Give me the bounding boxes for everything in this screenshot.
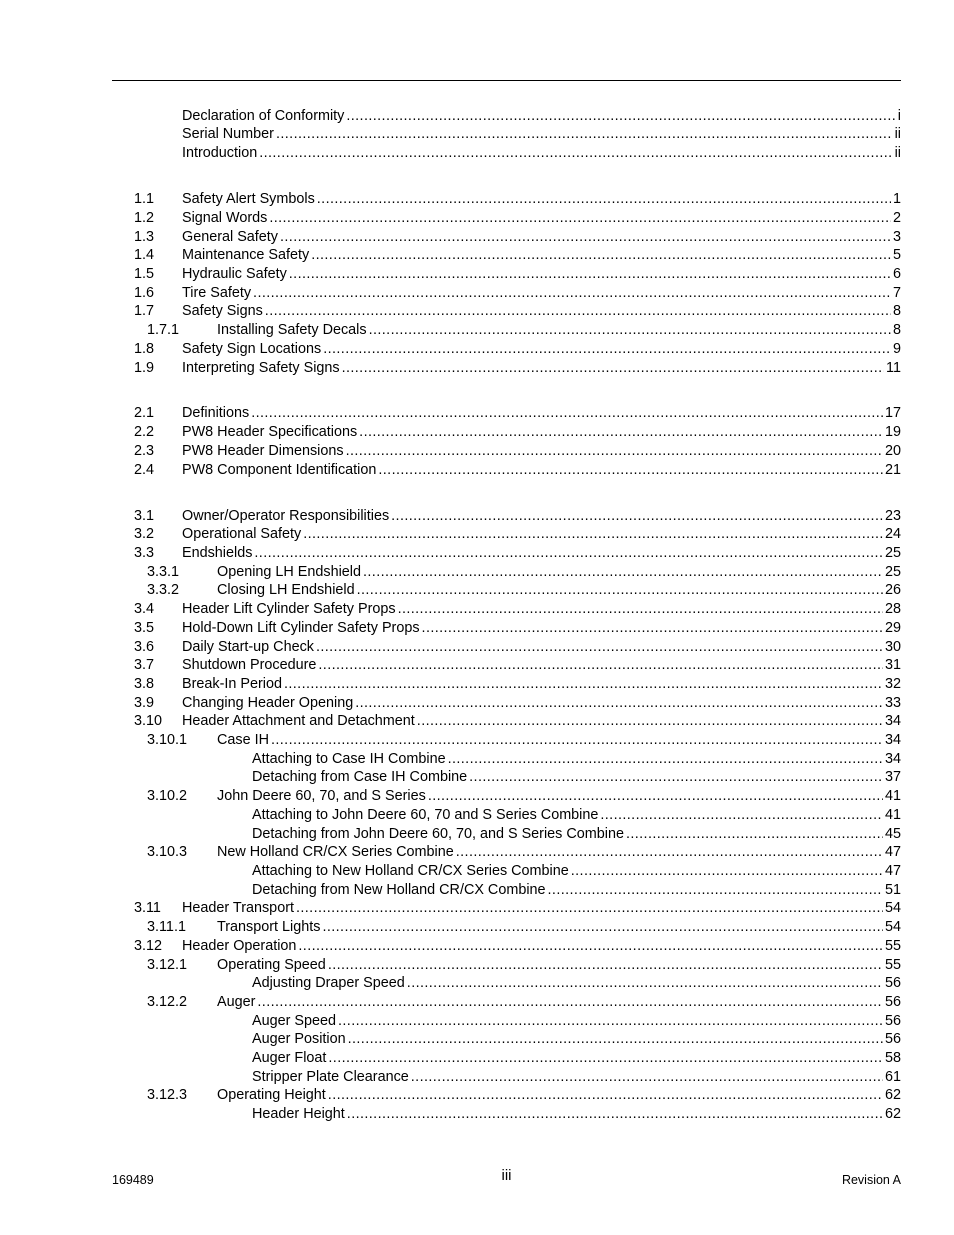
toc-entry-title: PW8 Header Specifications (182, 424, 358, 440)
toc-entry-title: Operating Height (217, 1087, 326, 1103)
toc-entry-title: Hold-Down Lift Cylinder Safety Props (182, 620, 420, 636)
toc-entry-number: 3.7 (134, 657, 155, 673)
toc-entry-number: 3.3 (134, 545, 155, 561)
toc-entry-line (217, 956, 901, 975)
toc-entry-page: ii (894, 145, 901, 161)
toc-entry-title: Definitions (182, 405, 250, 421)
toc-entry[interactable] (0, 731, 954, 750)
toc-entry-page: 56 (884, 994, 901, 1010)
toc-entry-title: Introduction (182, 145, 258, 161)
toc-entry[interactable] (0, 1068, 954, 1087)
toc-entry-title: PW8 Component Identification (182, 462, 377, 478)
toc-entry-title: Shutdown Procedure (182, 657, 317, 673)
toc-entry-line (252, 768, 901, 787)
toc-entry-line (182, 125, 901, 144)
toc-entry-page: i (897, 108, 901, 124)
toc-entry[interactable] (0, 675, 954, 694)
toc-entry-page: 30 (884, 639, 901, 655)
toc-entry[interactable] (0, 899, 954, 918)
toc-entry-page: 29 (884, 620, 901, 636)
toc-entry-title: Attaching to Case IH Combine (252, 751, 446, 767)
toc-entry-line (252, 862, 901, 881)
dot-leader (359, 423, 883, 442)
toc-entry-line (252, 1030, 901, 1049)
toc-entry[interactable] (0, 750, 954, 769)
toc-entry-line (182, 404, 901, 423)
toc-entry[interactable] (0, 404, 954, 423)
toc-entry-title: Safety Signs (182, 303, 263, 319)
toc-entry-page: 3 (892, 229, 901, 245)
toc-entry[interactable] (0, 442, 954, 461)
dot-leader (346, 107, 895, 126)
toc-entry-title: Transport Lights (217, 919, 321, 935)
toc-entry-line (182, 712, 901, 731)
toc-entry-title: Safety Sign Locations (182, 341, 322, 357)
page-footer (112, 1168, 901, 1188)
toc-entry-line (182, 619, 901, 638)
toc-entry-number: 3.10 (134, 713, 163, 729)
toc-entry[interactable] (0, 638, 954, 657)
toc-entry-number: 2.3 (134, 443, 155, 459)
toc-entry[interactable] (0, 423, 954, 442)
toc-entry[interactable] (0, 918, 954, 937)
toc-entry-line (182, 340, 901, 359)
toc-entry-page: 62 (884, 1087, 901, 1103)
toc-entry[interactable] (0, 1049, 954, 1068)
toc-entry-line (182, 600, 901, 619)
toc-entry-page: 54 (884, 900, 901, 916)
toc-entry-page: 62 (884, 1106, 901, 1122)
toc-entry-line (217, 563, 901, 582)
toc-entry-number: 1.8 (134, 341, 155, 357)
toc-entry[interactable] (0, 600, 954, 619)
toc-entry-page: 58 (884, 1050, 901, 1066)
dot-leader (428, 787, 883, 806)
toc-entry-page: ii (894, 126, 901, 142)
toc-entry-number: 2.4 (134, 462, 155, 478)
dot-leader (417, 712, 883, 731)
toc-entry[interactable] (0, 340, 954, 359)
toc-entry-page: 7 (892, 285, 901, 301)
toc-entry-page: 2 (892, 210, 901, 226)
toc-entry-page: 47 (884, 863, 901, 879)
dot-leader (318, 656, 883, 675)
toc-entry-title: Declaration of Conformity (182, 108, 345, 124)
toc-entry[interactable] (0, 461, 954, 480)
toc-entry-title: Header Height (252, 1106, 345, 1122)
dot-leader (254, 544, 883, 563)
toc-entry-page: 6 (892, 266, 901, 282)
toc-entry-line (182, 246, 901, 265)
toc-entry-number: 3.1 (134, 508, 155, 524)
dot-leader (280, 228, 891, 247)
toc-entry[interactable] (0, 1105, 954, 1124)
toc-entry[interactable] (0, 1030, 954, 1049)
toc-entry-line (217, 1086, 901, 1105)
toc-entry-line (252, 1105, 901, 1124)
dot-leader (269, 209, 891, 228)
toc-entry[interactable] (0, 937, 954, 956)
toc-entry-number: 1.9 (134, 360, 155, 376)
toc-entry-title: Header Attachment and Detachment (182, 713, 415, 729)
toc-entry-line (182, 265, 901, 284)
toc-entry[interactable] (0, 825, 954, 844)
toc-entry-number: 3.5 (134, 620, 155, 636)
toc-entry-title: Changing Header Opening (182, 695, 354, 711)
toc-entry-number: 3.10.1 (147, 732, 188, 748)
toc-entry-page: 56 (884, 1013, 901, 1029)
toc-entry[interactable] (0, 228, 954, 247)
toc-entry-number: 1.4 (134, 247, 155, 263)
toc-entry-title: Attaching to New Holland CR/CX Series Combine (252, 863, 569, 879)
dot-leader (251, 404, 883, 423)
toc-entry-number: 3.9 (134, 695, 155, 711)
toc-entry-title: Detaching from Case IH Combine (252, 769, 468, 785)
toc-entry-line (182, 423, 901, 442)
dot-leader (571, 862, 883, 881)
toc-entry-line (217, 731, 901, 750)
toc-entry-page: 32 (884, 676, 901, 692)
dot-leader (355, 694, 883, 713)
toc-entry-number: 3.12.1 (147, 957, 188, 973)
toc-entry-line (182, 144, 901, 163)
toc-entry-title: PW8 Header Dimensions (182, 443, 344, 459)
dot-leader (289, 265, 891, 284)
dot-leader (378, 461, 883, 480)
toc-entry-page: 11 (886, 360, 901, 376)
toc-entry[interactable] (0, 787, 954, 806)
toc-entry-line (217, 321, 901, 340)
toc-entry-title: Adjusting Draper Speed (252, 975, 405, 991)
toc-entry-page: 1 (892, 191, 901, 207)
toc-entry[interactable] (0, 302, 954, 321)
toc-entry-title: Serial Number (182, 126, 274, 142)
toc-entry[interactable] (0, 806, 954, 825)
toc-entry-number: 3.6 (134, 639, 155, 655)
toc-entry-line (182, 209, 901, 228)
toc-entry-line (217, 581, 901, 600)
toc-entry-line (182, 937, 901, 956)
toc-entry-line (252, 750, 901, 769)
toc-entry-line (182, 442, 901, 461)
dot-leader (398, 600, 883, 619)
toc-entry-title: Detaching from New Holland CR/CX Combine (252, 882, 546, 898)
dot-leader (347, 1105, 883, 1124)
toc-entry-page: 17 (884, 405, 901, 421)
dot-leader (456, 843, 883, 862)
dot-leader (448, 750, 883, 769)
dot-leader (363, 563, 883, 582)
toc-entry-line (217, 993, 901, 1012)
dot-leader (391, 507, 883, 526)
toc-entry-title: General Safety (182, 229, 278, 245)
toc-entry-number: 3.3.1 (147, 564, 180, 580)
toc-entry-number: 3.10.2 (147, 788, 188, 804)
toc-entry-number: 3.12.2 (147, 994, 188, 1010)
toc-entry-line (182, 525, 901, 544)
toc-entry-number: 3.4 (134, 601, 155, 617)
dot-leader (346, 442, 883, 461)
toc-entry-page: 45 (884, 826, 901, 842)
toc-entry-title: Signal Words (182, 210, 268, 226)
toc-entry-number: 3.3.2 (147, 582, 180, 598)
dot-leader (342, 359, 884, 378)
toc-entry-title: Attaching to John Deere 60, 70 and S Series Combine (252, 807, 599, 823)
toc-entry[interactable] (0, 525, 954, 544)
toc-entry-title: Installing Safety Decals (217, 322, 367, 338)
toc-entry-title: Detaching from John Deere 60, 70, and S Series Combine (252, 826, 624, 842)
toc-entry-line (182, 656, 901, 675)
toc-entry-title: Daily Start-up Check (182, 639, 314, 655)
toc-entry[interactable] (0, 656, 954, 675)
toc-entry-title: Closing LH Endshield (217, 582, 355, 598)
dot-leader (259, 144, 892, 163)
toc-entry-page: 56 (884, 1031, 901, 1047)
toc-entry[interactable] (0, 843, 954, 862)
toc-entry-page: 26 (884, 582, 901, 598)
toc-entry[interactable] (0, 694, 954, 713)
toc-entry-page: 41 (884, 807, 901, 823)
toc-entry-number: 1.7.1 (147, 322, 180, 338)
toc-entry[interactable] (0, 209, 954, 228)
header-rule (112, 80, 901, 81)
toc-entry[interactable] (0, 862, 954, 881)
toc-entry-page: 47 (884, 844, 901, 860)
toc-entry[interactable] (0, 265, 954, 284)
toc-entry-number: 3.2 (134, 526, 155, 542)
toc-entry-line (182, 675, 901, 694)
toc-entry[interactable] (0, 619, 954, 638)
toc-entry-line (182, 544, 901, 563)
dot-leader (357, 581, 883, 600)
dot-leader (548, 881, 883, 900)
toc-entry-line (182, 461, 901, 480)
toc-entry-title: Auger Float (252, 1050, 327, 1066)
dot-leader (296, 899, 883, 918)
toc-entry-title: Opening LH Endshield (217, 564, 362, 580)
toc-entry[interactable] (0, 190, 954, 209)
toc-entry-number: 3.11.1 (147, 919, 186, 935)
toc-entry[interactable] (0, 712, 954, 731)
toc-entry-title: Header Transport (182, 900, 294, 916)
dot-leader (407, 974, 883, 993)
toc-entry-page: 9 (892, 341, 901, 357)
toc-entry-number: 1.5 (134, 266, 155, 282)
toc-entry-number: 3.10.3 (147, 844, 188, 860)
toc-entry[interactable] (0, 881, 954, 900)
toc-entry-title: Header Lift Cylinder Safety Props (182, 601, 396, 617)
toc-entry-title: Auger (217, 994, 256, 1010)
toc-entry[interactable] (0, 581, 954, 600)
dot-leader (600, 806, 883, 825)
toc-entry-page: 37 (884, 769, 901, 785)
dot-leader (328, 1086, 883, 1105)
toc-entry-line (217, 787, 901, 806)
toc-entry-title: New Holland CR/CX Series Combine (217, 844, 454, 860)
toc-entry[interactable] (0, 544, 954, 563)
dot-leader (311, 246, 891, 265)
toc-entry-page: 54 (884, 919, 901, 935)
toc-entry-page: 51 (884, 882, 901, 898)
toc-entry-number: 3.11 (134, 900, 161, 916)
toc-entry-title: Auger Speed (252, 1013, 337, 1029)
toc-entry[interactable] (0, 563, 954, 582)
toc-entry-page: 21 (884, 462, 901, 478)
toc-entry[interactable] (0, 1086, 954, 1105)
dot-leader (284, 675, 883, 694)
toc-entry-title: Operational Safety (182, 526, 302, 542)
toc-entry-line (252, 825, 901, 844)
toc-entry[interactable] (0, 144, 954, 163)
toc-entry-line (252, 806, 901, 825)
toc-entry[interactable] (0, 107, 954, 126)
dot-leader (316, 638, 883, 657)
toc-entry-page: 55 (884, 938, 901, 954)
toc-entry-title: Stripper Plate Clearance (252, 1069, 409, 1085)
dot-leader (411, 1068, 883, 1087)
toc-entry-line (182, 507, 901, 526)
toc-entry-page: 20 (884, 443, 901, 459)
toc-entry-line (252, 1049, 901, 1068)
toc-entry[interactable] (0, 284, 954, 303)
dot-leader (323, 340, 891, 359)
dot-leader (369, 321, 891, 340)
toc-entry-title: Maintenance Safety (182, 247, 310, 263)
toc-entry-title: Break-In Period (182, 676, 282, 692)
toc-entry-number: 1.7 (134, 303, 155, 319)
toc-entry[interactable] (0, 768, 954, 787)
dot-leader (422, 619, 883, 638)
toc-entry-title: John Deere 60, 70, and S Series (217, 788, 426, 804)
toc-entry-number: 3.8 (134, 676, 155, 692)
toc-entry-title: Header Operation (182, 938, 297, 954)
dot-leader (276, 125, 893, 144)
toc-entry-title: Interpreting Safety Signs (182, 360, 340, 376)
toc-entry-line (252, 1012, 901, 1031)
toc-entry-line (182, 302, 901, 321)
toc-entry-number: 1.3 (134, 229, 155, 245)
toc-entry-page: 55 (884, 957, 901, 973)
toc-entry-number: 2.1 (134, 405, 155, 421)
toc-entry-number: 2.2 (134, 424, 155, 440)
toc-entry-page: 8 (892, 303, 901, 319)
toc-entry-page: 33 (884, 695, 901, 711)
toc-entry-number: 1.2 (134, 210, 155, 226)
toc-entry-page: 34 (884, 732, 901, 748)
revision-label: Revision A (841, 1173, 901, 1187)
dot-leader (338, 1012, 883, 1031)
toc-entry-title: Tire Safety (182, 285, 252, 301)
toc-entry-line (252, 881, 901, 900)
toc-entry[interactable] (0, 993, 954, 1012)
toc-entry-page: 23 (884, 508, 901, 524)
page-number: iii (501, 1167, 512, 1184)
toc-entry-line (182, 638, 901, 657)
dot-leader (348, 1030, 883, 1049)
toc-entry-line (182, 228, 901, 247)
dot-leader (257, 993, 883, 1012)
toc-entry-line (182, 190, 901, 209)
toc-entry[interactable] (0, 507, 954, 526)
toc-entry-title: Owner/Operator Responsibilities (182, 508, 390, 524)
toc-entry-number: 3.12.3 (147, 1087, 188, 1103)
dot-leader (322, 918, 883, 937)
toc-entry[interactable] (0, 974, 954, 993)
toc-entry-page: 24 (884, 526, 901, 542)
toc-entry-page: 56 (884, 975, 901, 991)
toc-entry-line (252, 1068, 901, 1087)
document-number: 169489 (112, 1173, 154, 1187)
dot-leader (271, 731, 883, 750)
dot-leader (317, 190, 891, 209)
toc-entry-line (182, 284, 901, 303)
toc-entry-line (217, 918, 901, 937)
toc-entry[interactable] (0, 321, 954, 340)
toc-entry-page: 25 (884, 545, 901, 561)
toc-entry-title: Auger Position (252, 1031, 346, 1047)
toc-entry-line (182, 694, 901, 713)
toc-entry-line (182, 899, 901, 918)
toc-entry-title: Hydraulic Safety (182, 266, 287, 282)
toc-entry-page: 25 (884, 564, 901, 580)
toc-entry-page: 28 (884, 601, 901, 617)
dot-leader (265, 302, 891, 321)
toc-entry-number: 3.12 (134, 938, 163, 954)
toc-entry[interactable] (0, 246, 954, 265)
toc-entry-page: 34 (884, 713, 901, 729)
toc-entry[interactable] (0, 1012, 954, 1031)
dot-leader (626, 825, 883, 844)
toc-entry-title: Endshields (182, 545, 253, 561)
dot-leader (469, 768, 883, 787)
toc-entry-line (252, 974, 901, 993)
dot-leader (303, 525, 883, 544)
toc-entry-page: 19 (884, 424, 901, 440)
toc-entry-page: 41 (884, 788, 901, 804)
dot-leader (253, 284, 891, 303)
dot-leader (328, 1049, 883, 1068)
toc-entry[interactable] (0, 359, 954, 378)
toc-entry-line (182, 107, 901, 126)
toc-entry-page: 8 (892, 322, 901, 338)
toc-entry-page: 5 (892, 247, 901, 263)
toc-entry[interactable] (0, 125, 954, 144)
toc-entry-line (217, 843, 901, 862)
toc-entry-title: Case IH (217, 732, 269, 748)
toc-entry-line (182, 359, 901, 378)
toc-entry-number: 1.1 (134, 191, 155, 207)
toc-entry-title: Operating Speed (217, 957, 326, 973)
dot-leader (298, 937, 883, 956)
toc-entry-page: 34 (884, 751, 901, 767)
toc-entry-page: 31 (884, 657, 901, 673)
toc-entry[interactable] (0, 956, 954, 975)
toc-entry-number: 1.6 (134, 285, 155, 301)
toc-entry-title: Safety Alert Symbols (182, 191, 315, 207)
dot-leader (328, 956, 883, 975)
toc-entry-page: 61 (884, 1069, 901, 1085)
